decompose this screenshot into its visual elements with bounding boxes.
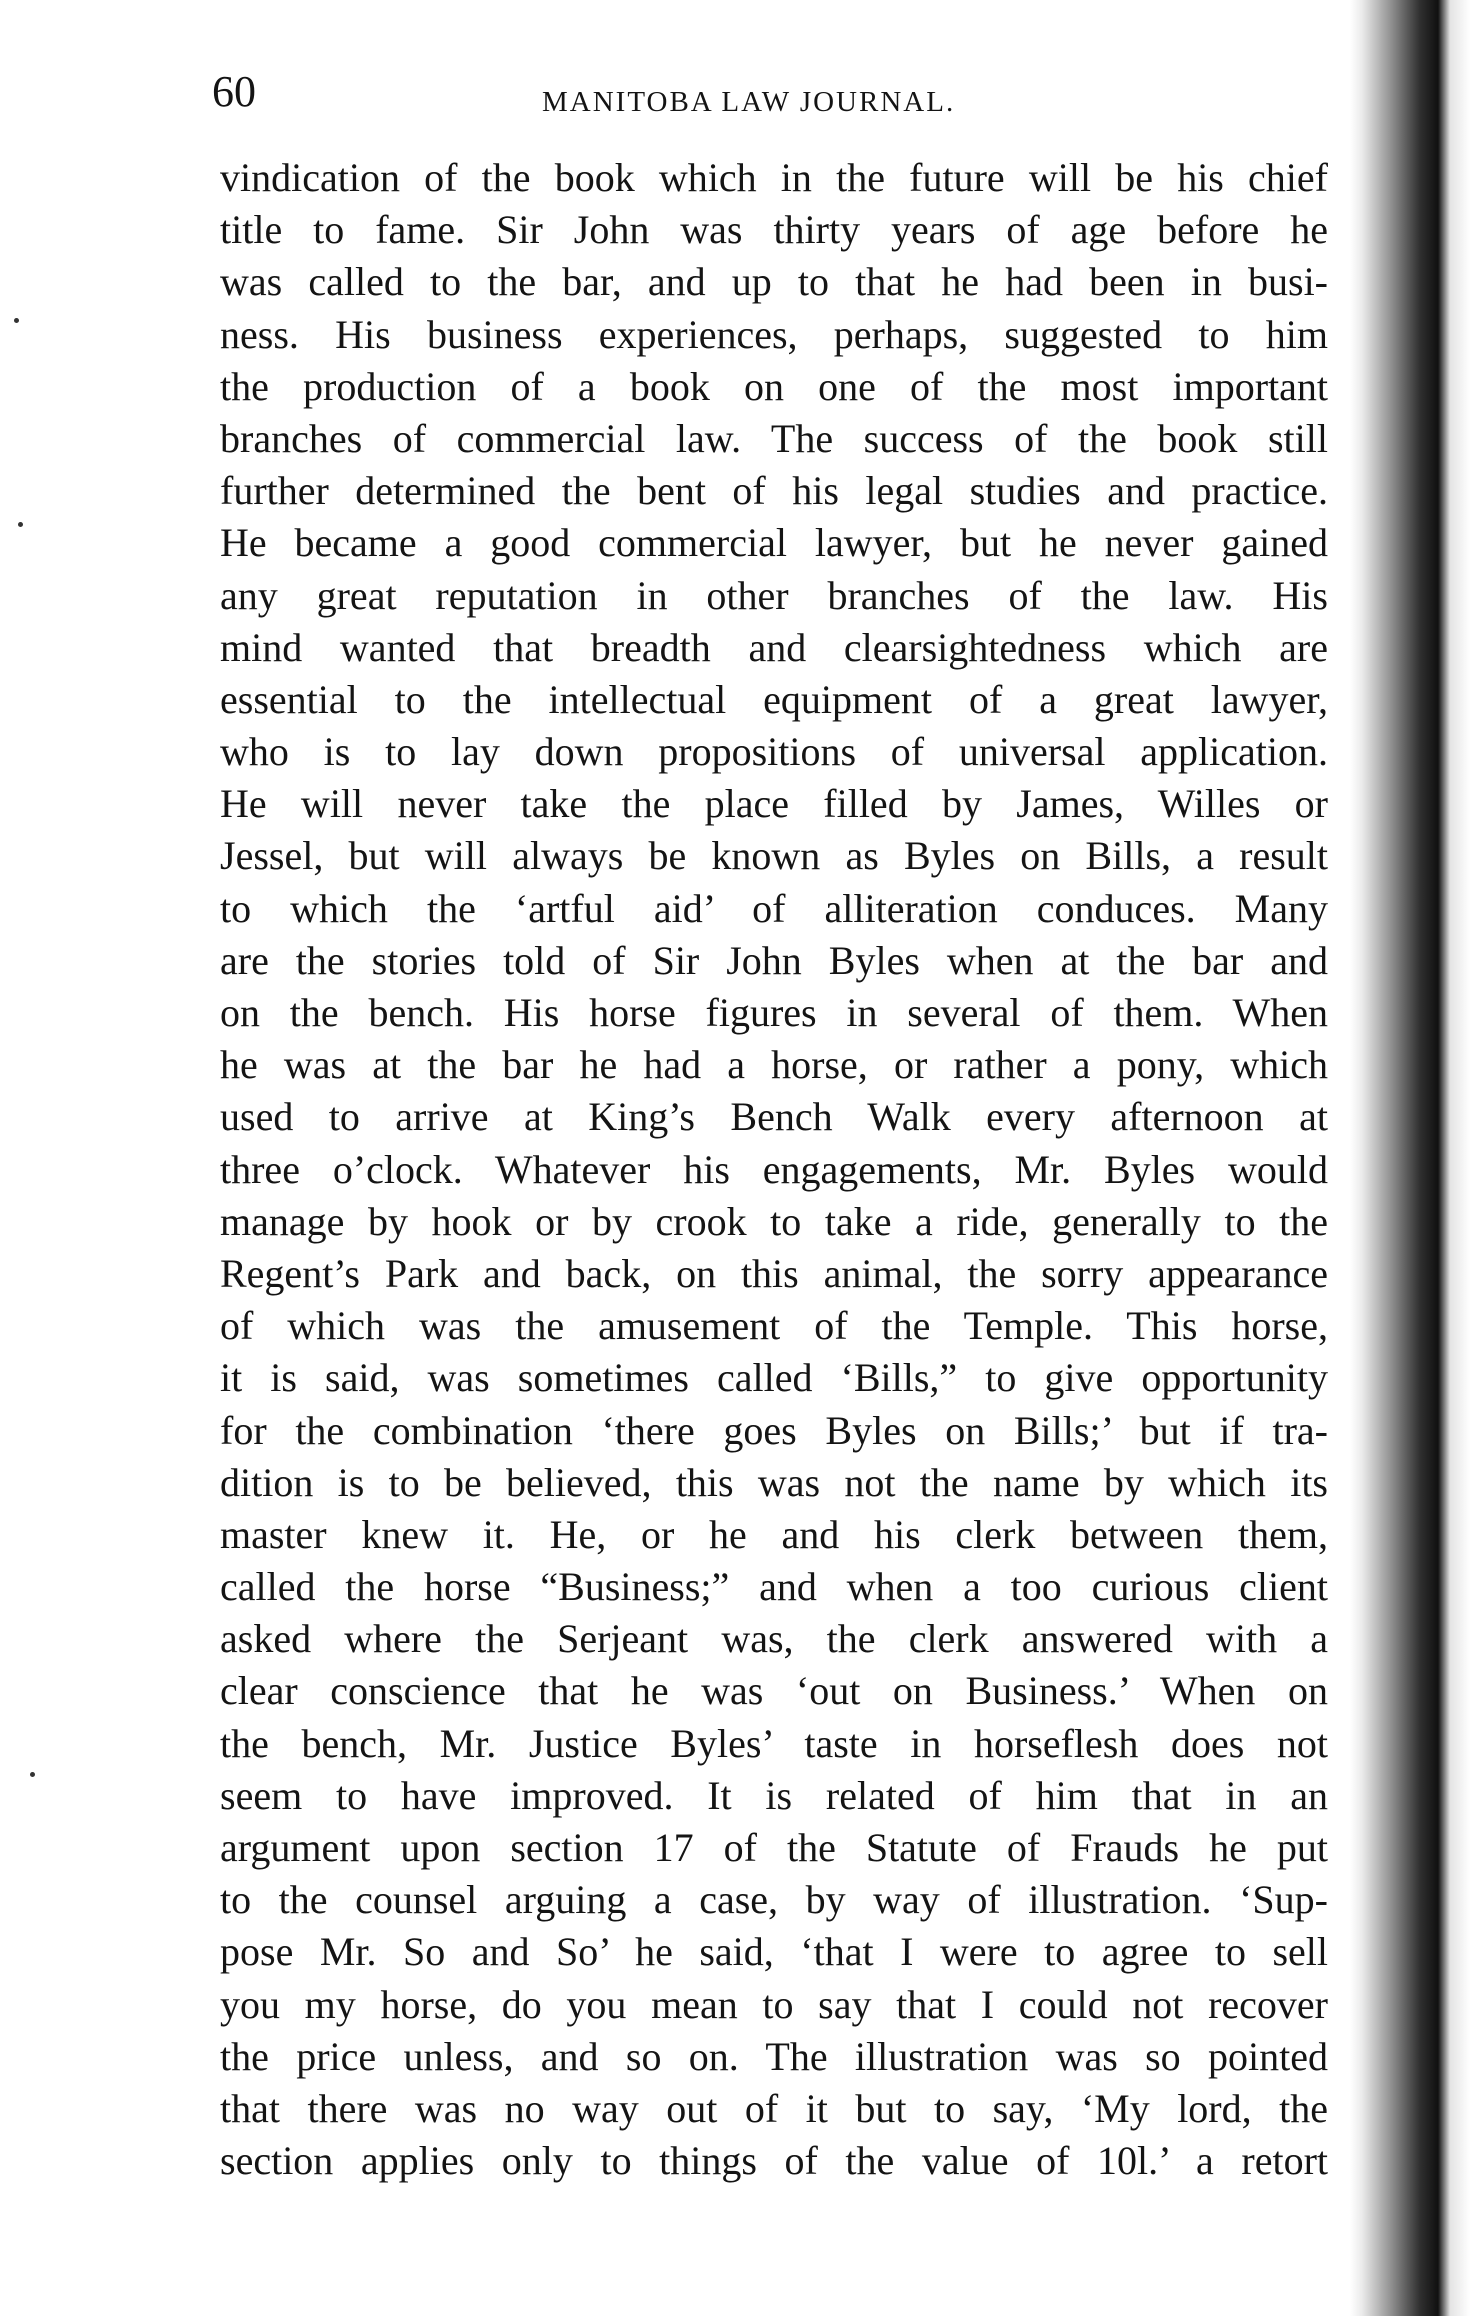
text-line: you my horse, do you mean to say that I could not recover (220, 1981, 1328, 2027)
text-line: clear conscience that he was ‘out on Business.’ When on (220, 1668, 1328, 1714)
margin-speck (18, 522, 23, 527)
text-line: further determined the bent of his legal studies and practice. (220, 468, 1328, 514)
text-line: he was at the bar he had a horse, or rather a pony, which (220, 1042, 1328, 1088)
text-line: the bench, Mr. Justice Byles’ taste in horseflesh does not (220, 1720, 1328, 1766)
text-line: for the combination ‘there goes Byles on Bills;’ but if tra- (220, 1407, 1328, 1453)
margin-speck (30, 1772, 35, 1777)
text-line: on the bench. His horse figures in several of them. When (220, 990, 1328, 1035)
text-line: Jessel, but will always be known as Byles on Bills, a result (220, 833, 1328, 879)
text-line: asked where the Serjeant was, the clerk answered with a (220, 1616, 1328, 1662)
text-line: He will never take the place filled by James, Willes or (220, 781, 1328, 827)
text-line: branches of commercial law. The success of the book still (220, 415, 1328, 461)
text-line: master knew it. He, or he and his clerk between them, (220, 1511, 1328, 1557)
text-line: Regent’s Park and back, on this animal, the sorry appearance (220, 1250, 1328, 1296)
text-line: who is to lay down propositions of universal application. (220, 729, 1328, 775)
text-line: of which was the amusement of the Temple. This horse, (220, 1303, 1328, 1349)
text-line: He became a good commercial lawyer, but he never gained (220, 520, 1328, 566)
text-line: title to fame. Sir John was thirty years of age before he (220, 207, 1328, 253)
text-line: pose Mr. So and So’ he said, ‘that I were to agree to sell (220, 1929, 1328, 1975)
text-line: any great reputation in other branches of the law. His (220, 572, 1328, 618)
page-number: 60 (212, 67, 256, 116)
body-text (220, 152, 1328, 2187)
text-line: mind wanted that breadth and clearsightedness which are (220, 624, 1328, 670)
binding-edge-shadow (1350, 0, 1470, 2316)
text-line: argument upon section 17 of the Statute of Frauds he put (220, 1825, 1328, 1870)
text-line: ness. His business experiences, perhaps, suggested to him (220, 311, 1328, 357)
text-line: vindication of the book which in the future will be his chief (220, 155, 1328, 200)
text-line: used to arrive at King’s Bench Walk every afternoon at (220, 1094, 1328, 1140)
margin-speck (14, 318, 19, 323)
text-line: to the counsel arguing a case, by way of illustration. ‘Sup- (220, 1877, 1328, 1923)
text-line: the price unless, and so on. The illustration was so pointed (220, 2033, 1328, 2079)
text-line: section applies only to things of the value of 10l.’ a retort (220, 2138, 1328, 2184)
journal-title: MANITOBA LAW JOURNAL. (542, 86, 956, 118)
text-line: three o’clock. Whatever his engagements, Mr. Byles would (220, 1146, 1328, 1192)
text-line: to which the ‘artful aid’ of alliteration conduces. Many (220, 885, 1328, 931)
text-line: seem to have improved. It is related of him that in an (220, 1772, 1328, 1818)
text-line: manage by hook or by crook to take a ride, generally to the (220, 1198, 1328, 1244)
text-line: called the horse “Business;” and when a too curious client (220, 1564, 1328, 1610)
text-line: essential to the intellectual equipment of a great lawyer, (220, 676, 1328, 722)
text-line: was called to the bar, and up to that he had been in busi- (220, 259, 1328, 305)
text-line: it is said, was sometimes called ‘Bills,” to give opportunity (220, 1355, 1328, 1401)
text-line: that there was no way out of it but to say, ‘My lord, the (220, 2085, 1328, 2131)
text-line: are the stories told of Sir John Byles when at the bar and (220, 937, 1328, 983)
text-line: dition is to be believed, this was not the name by which its (220, 1459, 1328, 1505)
running-head (212, 62, 1330, 122)
text-line: the production of a book on one of the most important (220, 363, 1328, 409)
